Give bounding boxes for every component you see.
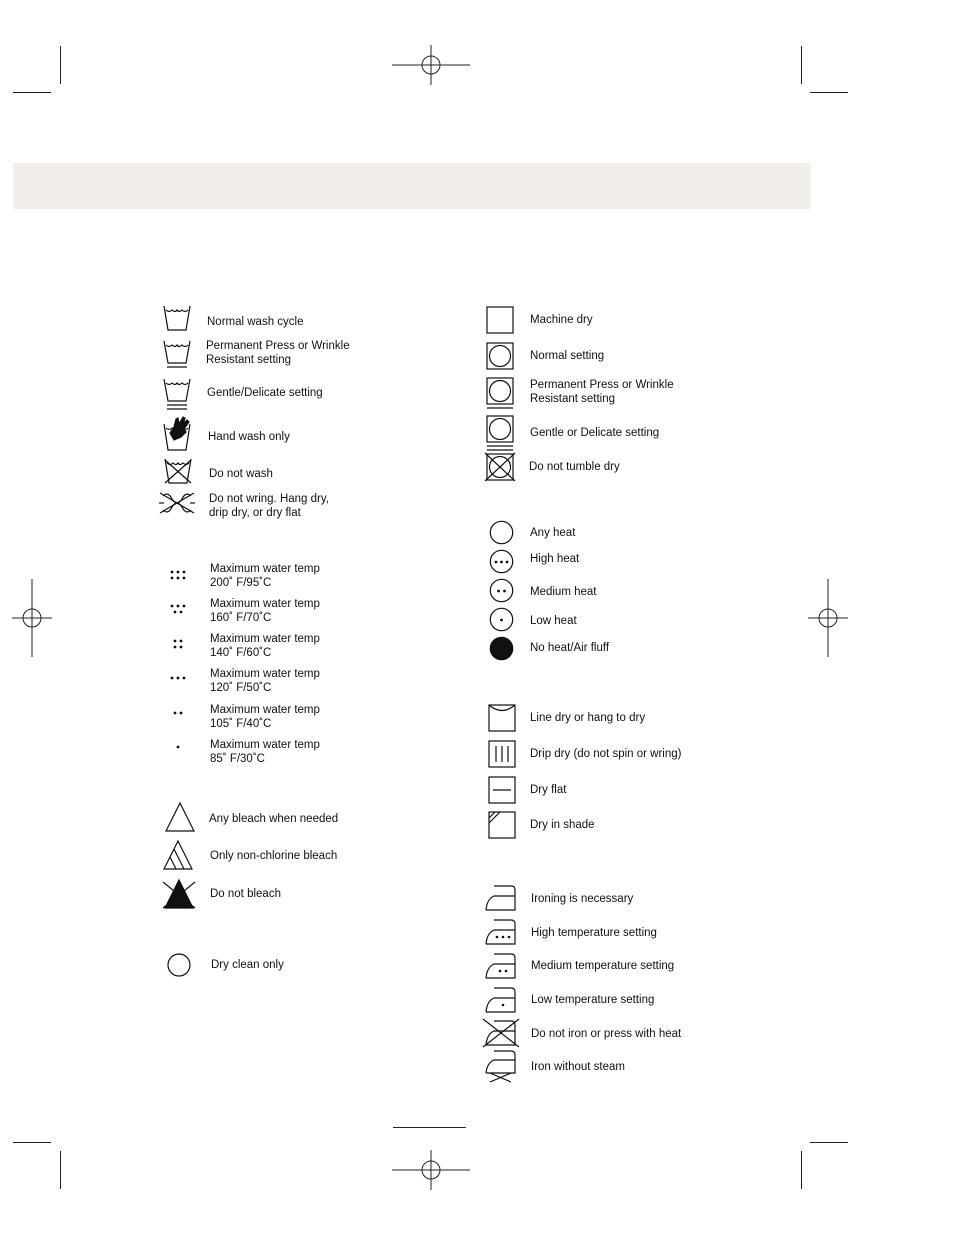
gentle-wash-label: Gentle/Delicate setting xyxy=(207,387,323,399)
permanent-press-wash-label: Permanent Press or Wrinkle xyxy=(206,340,350,352)
ironing-necessary-label: Ironing is necessary xyxy=(531,893,634,905)
hand-wash-icon xyxy=(162,415,194,453)
footer-rule xyxy=(393,1127,466,1128)
machine-dry-square-icon xyxy=(486,306,514,334)
do-not-bleach-icon xyxy=(161,878,197,910)
registration-mark-icon xyxy=(392,45,470,85)
iron-low-temp-icon xyxy=(484,986,518,1014)
line-dry-icon xyxy=(488,704,516,732)
any-heat-label: Any heat xyxy=(530,527,576,539)
tumble-gentle-label: Gentle or Delicate setting xyxy=(530,427,660,439)
dry-flat-icon xyxy=(488,776,516,804)
water-temp-label: Maximum water temp xyxy=(210,668,320,680)
do-not-wring-label-2: drip dry, or dry flat xyxy=(209,507,301,519)
any-heat-circle-icon xyxy=(489,520,514,545)
hand-wash-label: Hand wash only xyxy=(208,431,290,443)
water-temp-label: Maximum water temp xyxy=(210,704,320,716)
low-heat-1-dot-icon xyxy=(489,607,514,632)
dry-flat-label: Dry flat xyxy=(530,784,567,796)
registration-mark-icon xyxy=(12,579,52,657)
crop-mark xyxy=(810,92,848,93)
water-temp-label: Maximum water temp xyxy=(210,633,320,645)
water-temp-4-dots-icon xyxy=(172,638,184,650)
header-band xyxy=(13,163,811,209)
do-not-wring-icon xyxy=(158,491,196,515)
tumble-permanent-press-icon xyxy=(486,377,514,409)
any-bleach-label: Any bleach when needed xyxy=(209,813,339,825)
crop-mark xyxy=(13,1142,51,1143)
low-heat-label: Low heat xyxy=(530,615,577,627)
iron-high-temp-label: High temperature setting xyxy=(531,927,657,939)
water-temp-6-dots-icon xyxy=(169,569,187,581)
water-temp-value: 85˚ F/30˚C xyxy=(210,753,265,765)
registration-mark-icon xyxy=(392,1150,470,1190)
drip-dry-label: Drip dry (do not spin or wring) xyxy=(530,748,682,760)
tumble-gentle-icon xyxy=(486,415,514,451)
iron-low-temp-label: Low temperature setting xyxy=(531,994,655,1006)
iron-without-steam-label: Iron without steam xyxy=(531,1061,625,1073)
iron-icon xyxy=(484,884,518,912)
permanent-press-wash-label-2: Resistant setting xyxy=(206,354,292,366)
do-not-wash-label: Do not wash xyxy=(209,468,273,480)
high-heat-3-dots-icon xyxy=(489,549,514,574)
wash-tub-gentle-icon xyxy=(162,377,192,411)
do-not-bleach-label: Do not bleach xyxy=(210,888,281,900)
do-not-wring-label: Do not wring. Hang dry, xyxy=(209,493,329,505)
water-temp-label: Maximum water temp xyxy=(210,563,320,575)
water-temp-value: 105˚ F/40˚C xyxy=(210,718,272,730)
wash-tub-permanent-press-icon xyxy=(162,339,192,370)
tumble-permanent-press-label: Permanent Press or Wrinkle xyxy=(530,379,674,391)
iron-medium-temp-label: Medium temperature setting xyxy=(531,960,675,972)
water-temp-value: 160˚ F/70˚C xyxy=(210,612,272,624)
wash-tub-icon xyxy=(162,304,192,332)
crop-mark xyxy=(60,1151,61,1189)
water-temp-label: Maximum water temp xyxy=(210,739,320,751)
drip-dry-icon xyxy=(488,740,516,768)
tumble-normal-label: Normal setting xyxy=(530,350,605,362)
high-heat-label: High heat xyxy=(530,553,580,565)
dry-clean-circle-icon xyxy=(167,953,191,977)
registration-mark-icon xyxy=(808,579,848,657)
do-not-tumble-dry-icon xyxy=(484,452,516,482)
iron-high-temp-icon xyxy=(484,918,518,946)
line-dry-label: Line dry or hang to dry xyxy=(530,712,646,724)
no-heat-filled-circle-icon xyxy=(489,636,514,661)
non-chlorine-bleach-label: Only non-chlorine bleach xyxy=(210,850,338,862)
do-not-iron-icon xyxy=(482,1018,520,1048)
water-temp-label: Maximum water temp xyxy=(210,598,320,610)
any-bleach-triangle-icon xyxy=(164,802,196,832)
crop-mark xyxy=(801,46,802,84)
tumble-normal-icon xyxy=(486,342,514,370)
do-not-iron-label: Do not iron or press with heat xyxy=(531,1028,682,1040)
crop-mark xyxy=(810,1142,848,1143)
medium-heat-label: Medium heat xyxy=(530,586,597,598)
no-heat-label: No heat/Air fluff xyxy=(530,642,610,654)
tumble-permanent-press-label-2: Resistant setting xyxy=(530,393,616,405)
water-temp-value: 120˚ F/50˚C xyxy=(210,682,272,694)
water-temp-5-dots-icon xyxy=(169,603,187,615)
crop-mark xyxy=(801,1151,802,1189)
water-temp-3-dots-icon xyxy=(169,675,187,681)
crop-mark xyxy=(13,92,51,93)
dry-in-shade-label: Dry in shade xyxy=(530,819,595,831)
water-temp-1-dot-icon xyxy=(175,744,181,750)
water-temp-value: 140˚ F/60˚C xyxy=(210,647,272,659)
medium-heat-2-dots-icon xyxy=(489,578,514,603)
non-chlorine-bleach-icon xyxy=(162,840,194,870)
crop-mark xyxy=(60,46,61,84)
iron-medium-temp-icon xyxy=(484,952,518,980)
do-not-tumble-dry-label: Do not tumble dry xyxy=(529,461,620,473)
water-temp-value: 200˚ F/95˚C xyxy=(210,577,272,589)
dry-clean-only-label: Dry clean only xyxy=(211,959,284,971)
machine-dry-label: Machine dry xyxy=(530,314,593,326)
do-not-wash-icon xyxy=(162,457,194,485)
normal-wash-label: Normal wash cycle xyxy=(207,316,304,328)
dry-in-shade-icon xyxy=(488,811,516,839)
iron-without-steam-icon xyxy=(484,1049,518,1083)
water-temp-2-dots-icon xyxy=(172,710,184,716)
